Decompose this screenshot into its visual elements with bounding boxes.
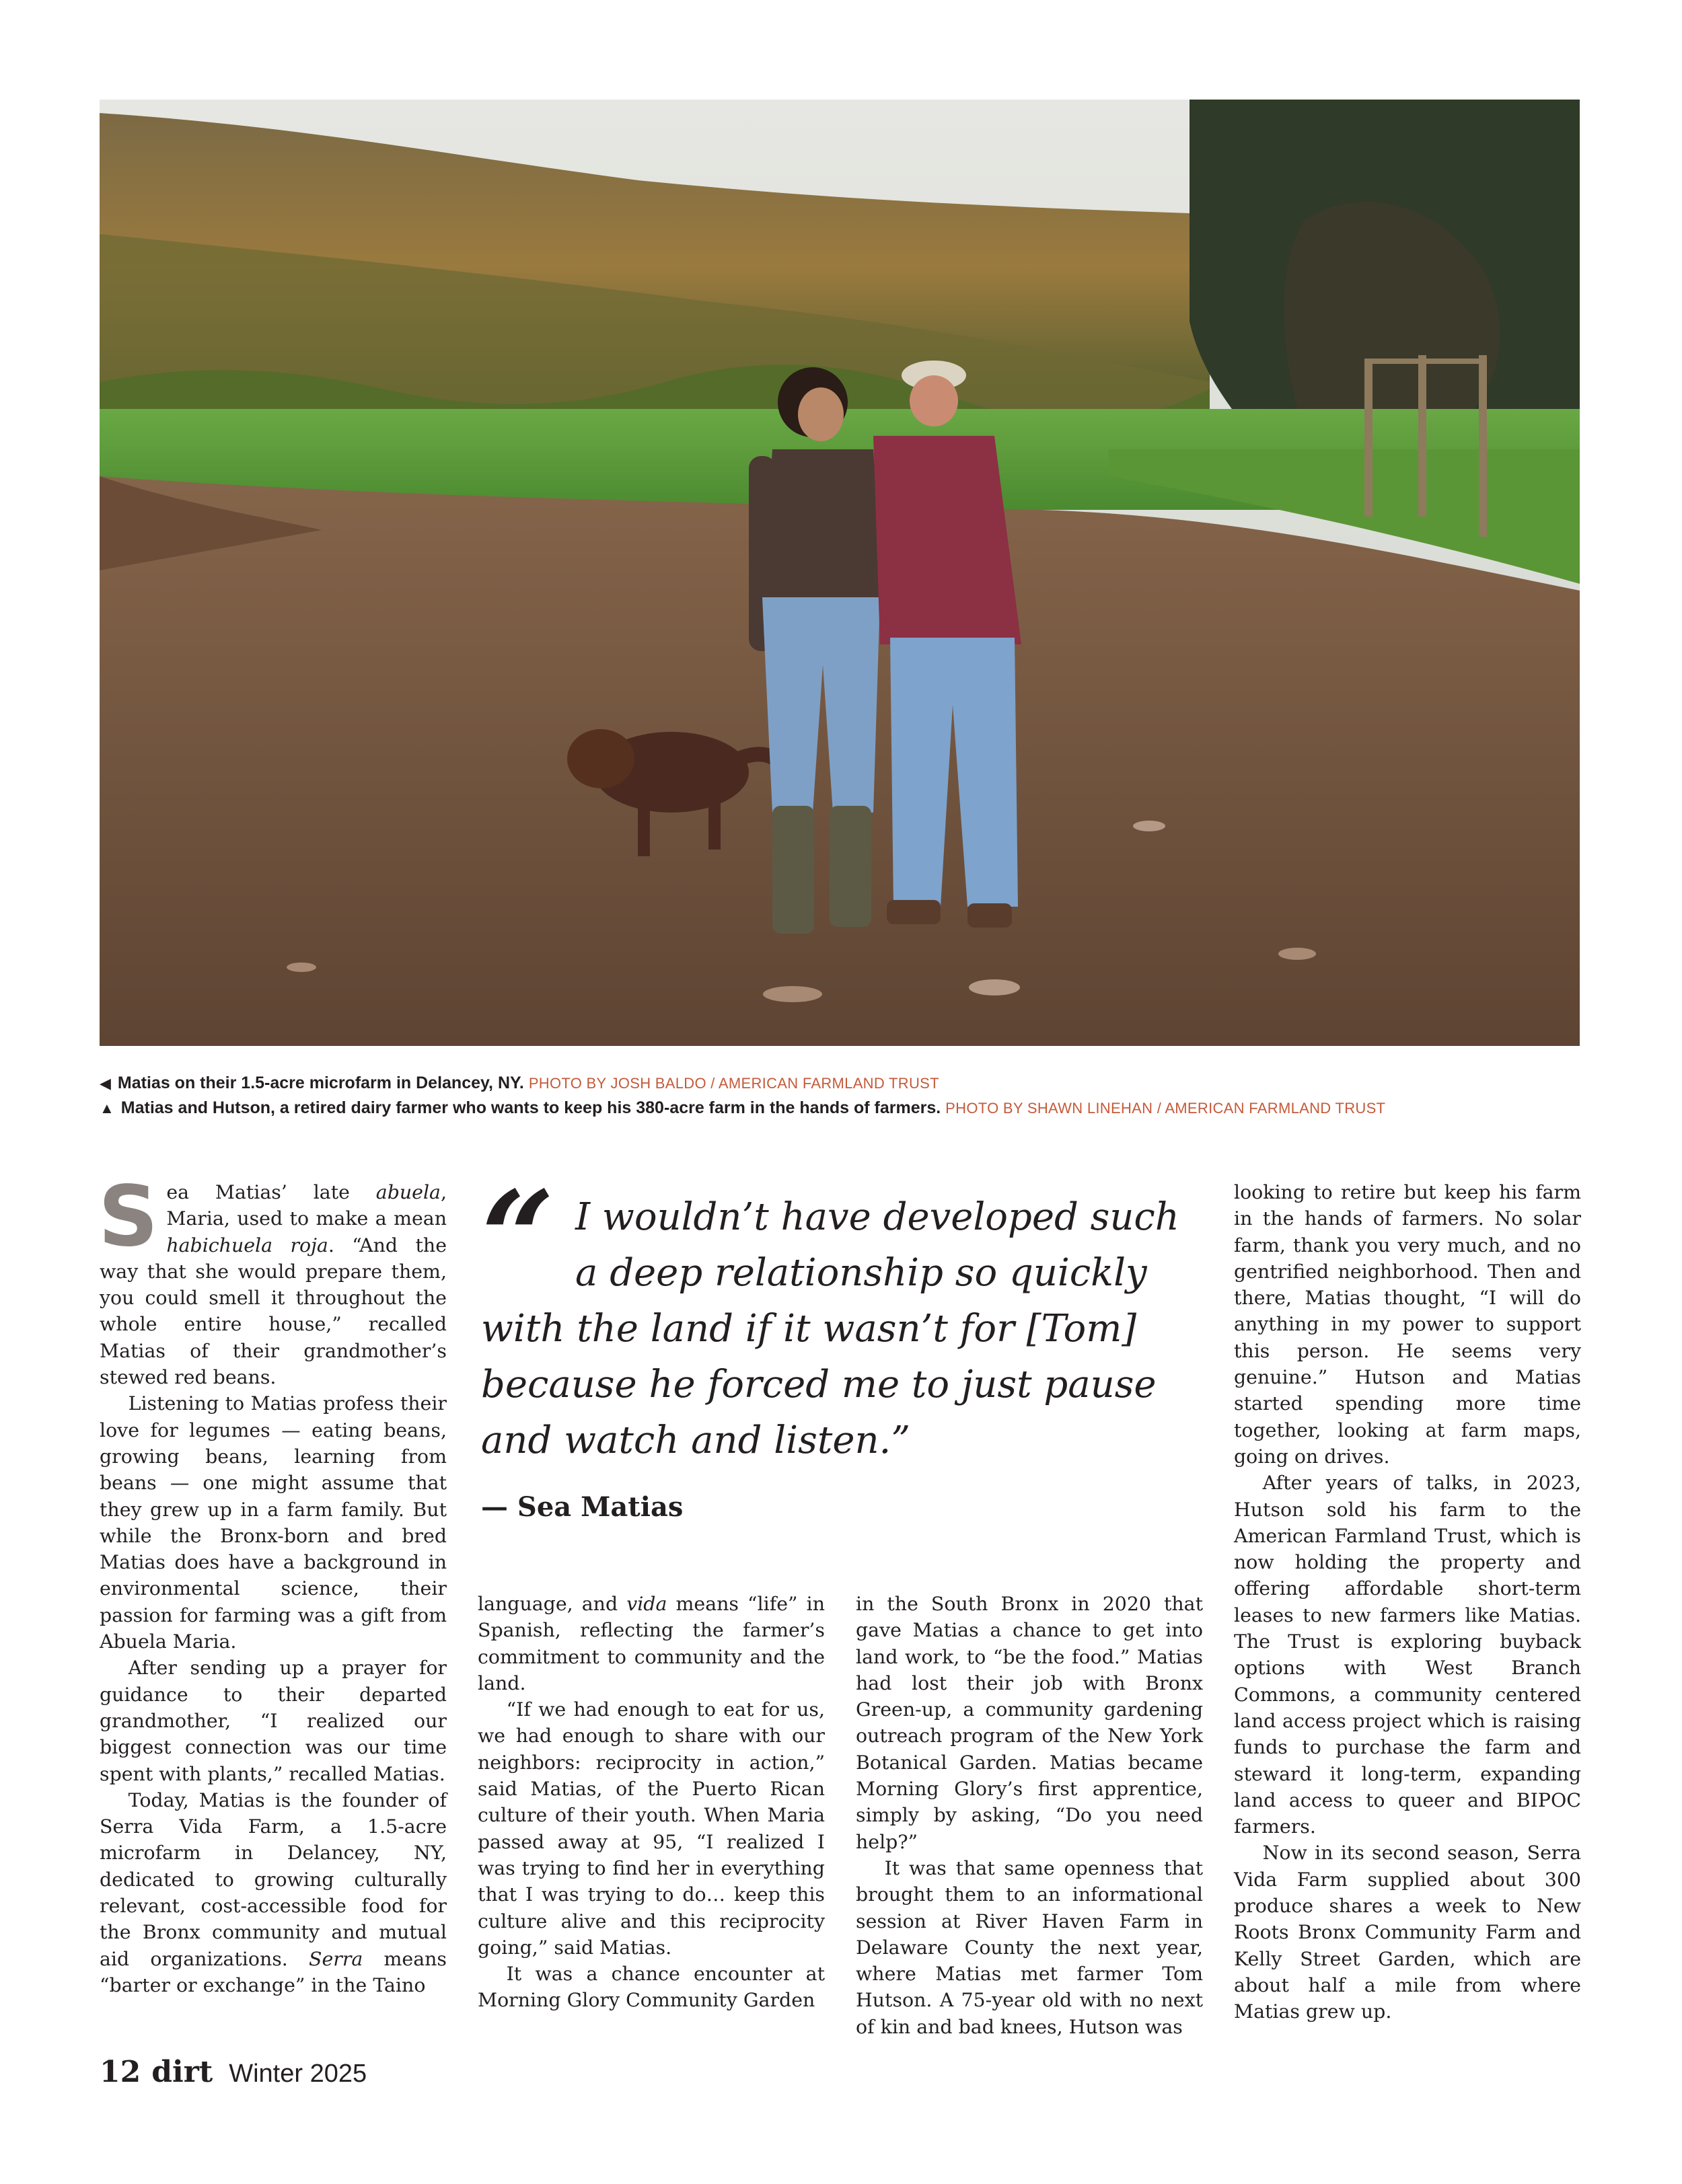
article-column-2 [478, 1591, 825, 2014]
paragraph: Today, Matias is the founder of Serra Vida Farm, a 1.5-acre microfarm in Delancey, NY, dedicated to growing culturally relevant, cost-accessible food for the Bronx community and mutual aid organizations. Serra means “barter or exchange” in the Taino [100, 1788, 447, 1996]
paragraph: Sea Matias’ late abuela, Maria, used to make a mean habichuela roja. “And the way that she would prepare them, you could smell it throughout the whole entire house,” recalled Matias of their grandmother’s stewed red beans. [98, 1168, 447, 1389]
caption-2 [100, 1096, 1580, 1121]
pull-quote-line: a deep relationship so quickly [575, 1251, 1147, 1295]
article-column-3 [856, 1591, 1203, 2040]
magazine-name: dirt [151, 2055, 213, 2089]
caption-2-credit: PHOTO BY SHAWN LINEHAN / AMERICAN FARMLAND TRUST [945, 1100, 1386, 1117]
page-number: 12 [100, 2055, 141, 2089]
caption-1-text: Matias on their 1.5-acre microfarm in Delancey, NY. [117, 1074, 524, 1092]
up-arrow-icon: ▲ [100, 1100, 114, 1117]
article-column-1 [98, 1168, 447, 1998]
left-arrow-icon: ◀ [100, 1075, 111, 1092]
pull-quote-text [481, 1189, 1208, 1468]
paragraph: in the South Bronx in 2020 that gave Matias a chance to get into land work, to “be the food.” Matias had lost their job with Bronx Green-up, a community gardening outreach program of the New York Botanical Garden. Matias became Morning Glory’s first apprentice, simply by asking, “Do you need help?” [856, 1593, 1203, 1853]
pull-quote-attribution: — Sea Matias [481, 1491, 684, 1523]
photo-captions [100, 1071, 1580, 1121]
paragraph: It was that same openness that brought them to an informational session at River Haven Farm in Delaware County the next year, where Matias met farmer Tom Hutson. A 75-year old with no next of kin and bad knees, Hutson was [856, 1856, 1203, 2038]
caption-1-credit: PHOTO BY JOSH BALDO / AMERICAN FARMLAND TRUST [528, 1075, 939, 1092]
paragraph: “If we had enough to eat for us, we had enough to share with our neighbors: reciprocity in action,” said Matias, of the Puerto Rican culture of their youth. When Maria passed away at 95, “I realized I was trying to find her in everything that I was trying to do… keep this culture alive and this reciprocity going,” said Matias. [478, 1698, 825, 1959]
caption-1 [100, 1071, 1580, 1096]
paragraph: Now in its second season, Serra Vida Farm supplied about 300 produce shares a week to New Roots Bronx Community Farm and Kelly Street Garden, which are about half a mile from where Matias grew up. [1234, 1842, 1581, 2023]
quote-mark-icon: “ [481, 1163, 555, 1313]
photo-illustration [100, 100, 1580, 1046]
article-photo [100, 100, 1580, 1046]
drop-cap: S [98, 1168, 159, 1265]
pull-quote-line: and watch and listen.” [481, 1419, 910, 1462]
pull-quote [481, 1163, 1208, 1523]
article-column-4 [1234, 1179, 1581, 2025]
caption-2-text: Matias and Hutson, a retired dairy farmer who wants to keep his 380-acre farm in the hands of farmers. [120, 1098, 941, 1117]
paragraph: looking to retire but keep his farm in the hands of farmers. No solar farm, thank you very much, and no gentrified neighborhood. Then and there, Matias thought, “I will do anything in my power to support this person. He seems very genuine.” Hutson and Matias started spending more time together, looking at farm maps, going on drives. [1234, 1181, 1581, 1468]
issue-date: Winter 2025 [229, 2060, 367, 2088]
paragraph: It was a chance encounter at Morning Glory Community Garden [478, 1963, 825, 2012]
paragraph: Listening to Matias profess their love for legumes — eating beans, growing beans, learning from beans — one might assume that they grew up in a farm family. But while the Bronx-born and bred Matias does have a background in environmental science, their passion for farming was a gift from Abuela Maria. [100, 1392, 447, 1653]
page-folio [100, 2055, 367, 2089]
paragraph: language, and vida means “life” in Spanish, reflecting the farmer’s commitment to community and the land. [478, 1593, 825, 1694]
pull-quote-line: because he forced me to just pause [481, 1363, 1157, 1406]
paragraph: After sending up a prayer for guidance to their departed grandmother, “I realized our biggest connection was our time spent with plants,” recalled Matias. [100, 1657, 447, 1785]
pull-quote-line: I wouldn’t have developed such [575, 1195, 1179, 1239]
pull-quote-line: with the land if it wasn’t for [Tom] [481, 1307, 1137, 1351]
paragraph: After years of talks, in 2023, Hutson sold his farm to the American Farmland Trust, which is now holding the property and offering affordable short-term leases to new farmers like Matias. The Trust is exploring buyback options with West Branch Commons, a community centered land access project which is raising funds to purchase the farm and steward it long-term, expanding land access to queer and BIPOC farmers. [1234, 1472, 1581, 1838]
